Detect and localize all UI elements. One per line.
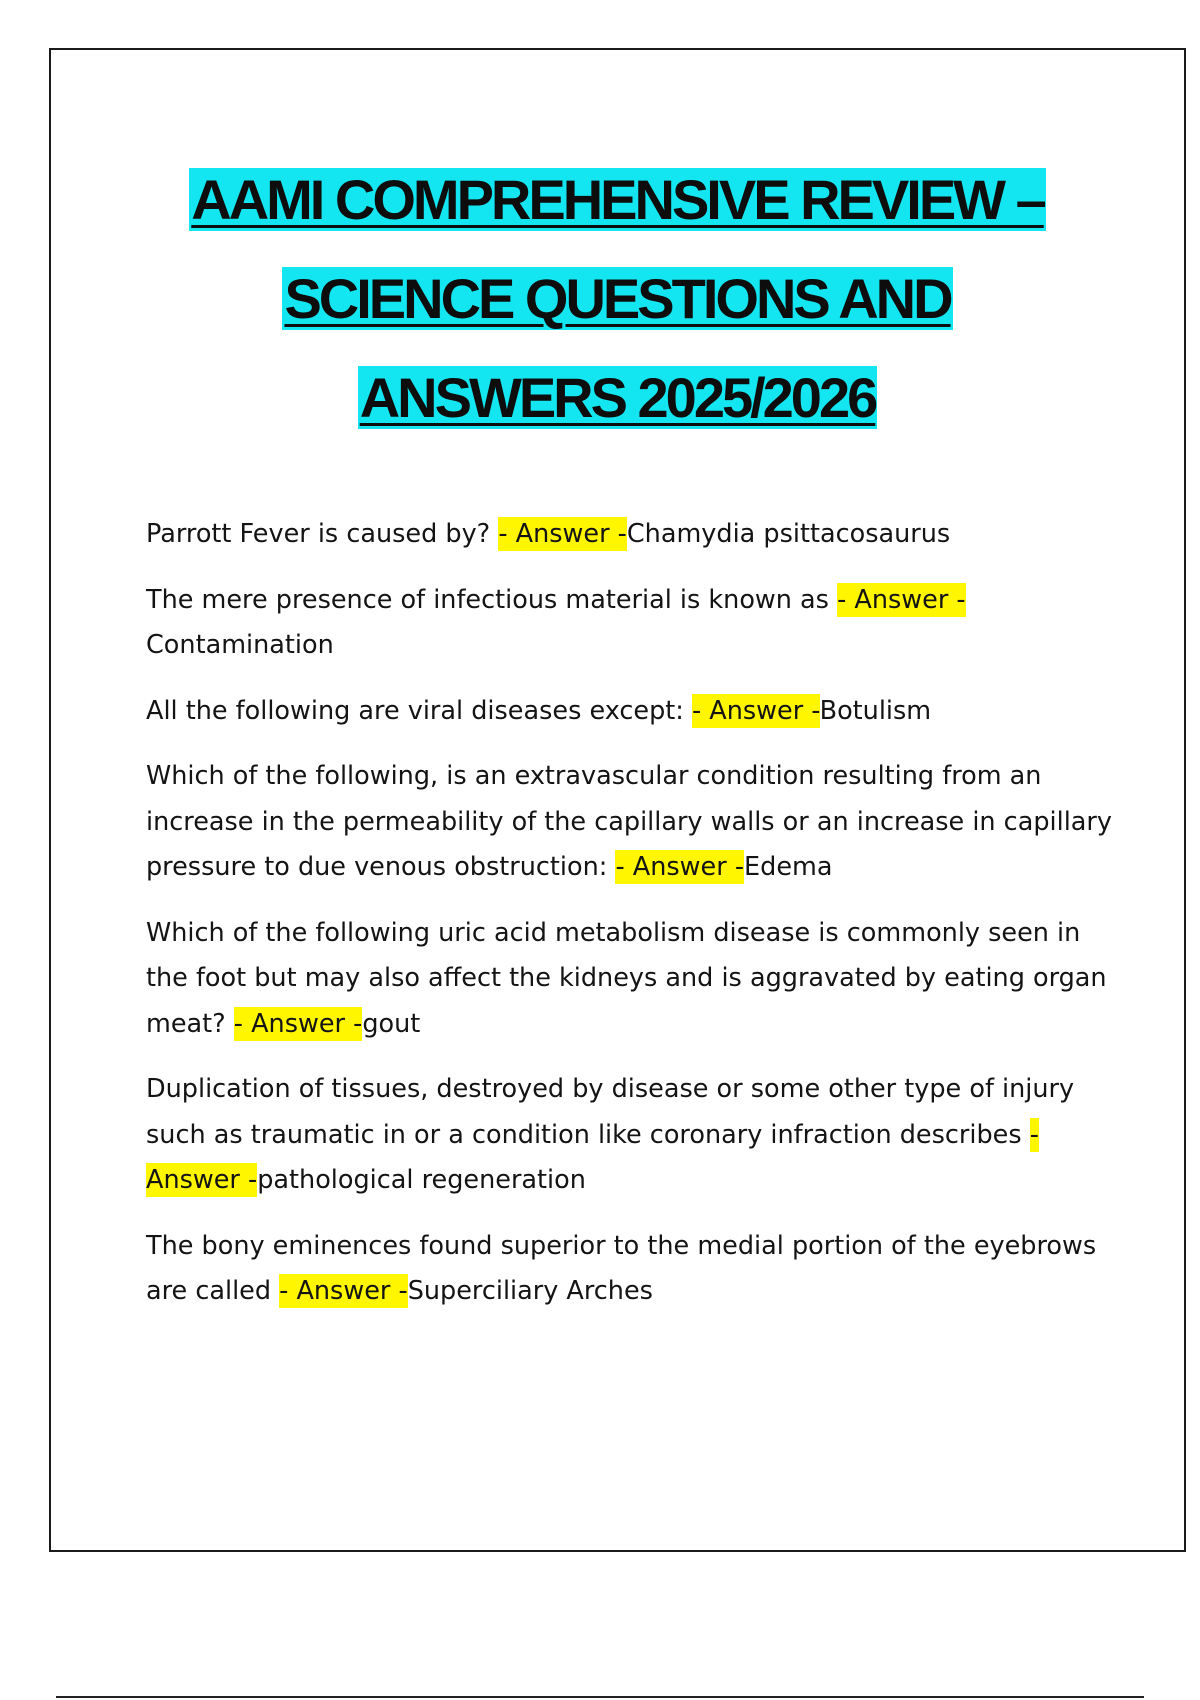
- answer-label: - Answer -: [498, 519, 627, 549]
- title-line-1: [51, 150, 1184, 249]
- answer-text: pathological regeneration: [257, 1165, 586, 1195]
- question-text: The bony eminences found superior to the medial portion of the eyebrows are called: [146, 1230, 1097, 1306]
- qa-item: [146, 1224, 1126, 1315]
- question-text: All the following are viral diseases except:: [146, 695, 692, 726]
- answer-label: - Answer -: [691, 695, 820, 726]
- qa-item: [146, 578, 1126, 669]
- qa-item: [146, 689, 1126, 735]
- qa-list: [146, 512, 1126, 1335]
- question-text: Parrott Fever is caused by?: [146, 519, 499, 549]
- title-line-2: [51, 249, 1184, 348]
- qa-item: [146, 911, 1126, 1048]
- document-title: [51, 150, 1184, 447]
- question-text: Duplication of tissues, destroyed by disease or some other type of injury such as traumatic in or a condition like coronary infraction describes: [146, 1074, 1075, 1150]
- question-text: Which of the following, is an extravascular condition resulting from an increase in the permeability of the capillary walls or an increase in capillary pressure to due venous obstruction:: [146, 761, 1112, 882]
- answer-label: - Answer -: [615, 852, 745, 882]
- answer-text: Edema: [744, 852, 833, 882]
- answer-label: - Answer -: [837, 584, 966, 615]
- qa-item: [146, 512, 1126, 558]
- answer-label: - Answer -: [146, 1119, 1039, 1195]
- answer-label: - Answer -: [233, 1008, 363, 1039]
- answer-text: Contamination: [146, 630, 334, 660]
- document-page: [49, 48, 1186, 1552]
- answer-text: Superciliary Arches: [407, 1276, 653, 1306]
- title-text-3: ANSWERS 2025/2026: [359, 366, 876, 429]
- answer-label: - Answer -: [279, 1276, 408, 1306]
- bottom-rule: [56, 1696, 1144, 1698]
- title-text-1: AAMI COMPREHENSIVE REVIEW –: [191, 168, 1044, 231]
- answer-text: gout: [362, 1008, 421, 1039]
- qa-item: [146, 1067, 1126, 1204]
- answer-text: Botulism: [819, 695, 932, 726]
- title-line-3: [51, 348, 1184, 447]
- answer-text: Chamydia psittacosaurus: [626, 519, 951, 549]
- question-text: The mere presence of infectious material is known as: [146, 584, 838, 615]
- question-text: Which of the following uric acid metabolism disease is commonly seen in the foot but may also affect the kidneys and is aggravated by eating organ meat?: [146, 917, 1107, 1039]
- title-text-2: SCIENCE QUESTIONS AND: [284, 267, 951, 330]
- qa-item: [146, 754, 1126, 891]
